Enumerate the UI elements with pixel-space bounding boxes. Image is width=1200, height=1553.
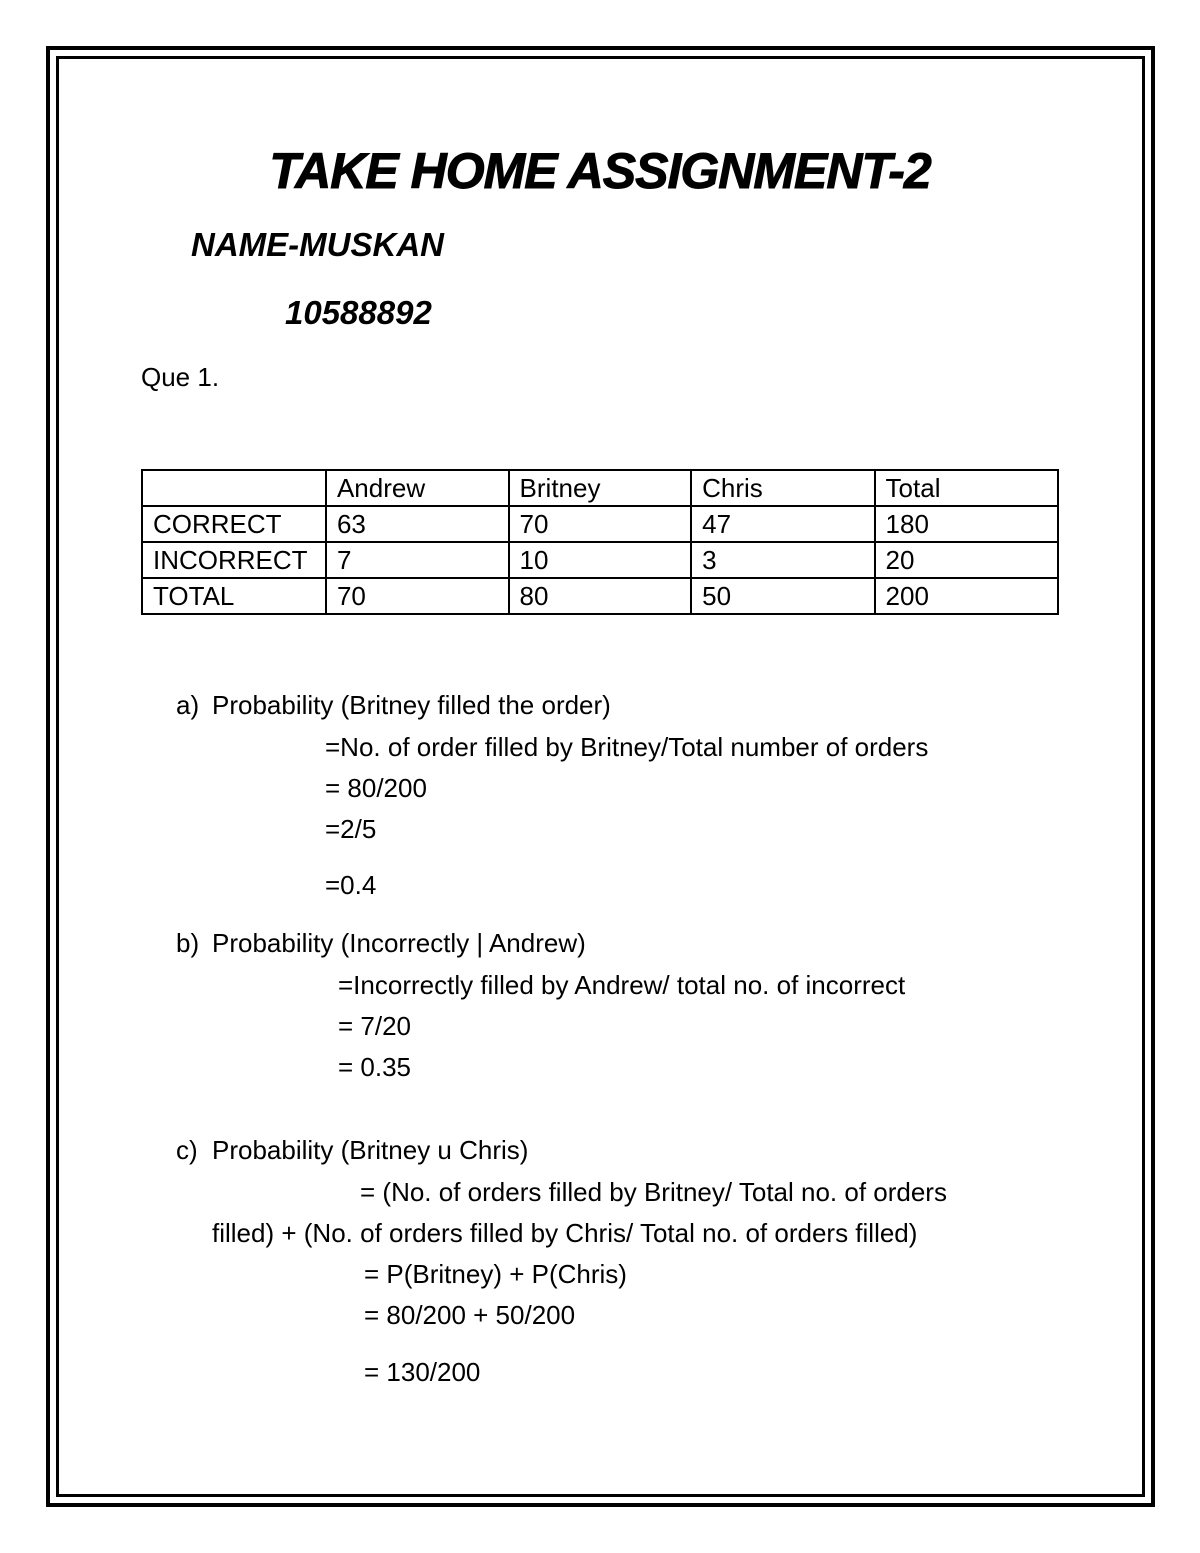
part-b-marker: b): [176, 928, 200, 958]
part-b-step: = 0.35: [338, 1052, 412, 1082]
table-header-cell: Chris: [691, 470, 874, 506]
student-name: NAME-MUSKAN: [191, 226, 444, 263]
table-cell: 80: [509, 578, 692, 614]
table-cell: 50: [691, 578, 874, 614]
part-a-heading: Probability (Britney filled the order): [212, 690, 611, 720]
table-cell: 70: [509, 506, 692, 542]
part-a-step: =No. of order filled by Britney/Total number of orders: [325, 732, 929, 762]
part-c-marker: c): [176, 1135, 198, 1165]
student-id-number: 10588892: [285, 294, 432, 331]
part-c-step: = 130/200: [364, 1357, 481, 1387]
part-b-heading: Probability (Incorrectly | Andrew): [212, 928, 586, 958]
part-c-step: = (No. of orders filled by Britney/ Total no. of orders: [360, 1177, 947, 1207]
table-row: [142, 578, 1058, 614]
part-a-step: =2/5: [325, 814, 377, 844]
part-b-step: =Incorrectly filled by Andrew/ total no. of incorrect: [338, 970, 906, 1000]
part-c-step: filled) + (No. of orders filled by Chris/ Total no. of orders filled): [212, 1218, 918, 1248]
table-cell: CORRECT: [142, 506, 326, 542]
part-a-step: =0.4: [325, 870, 377, 900]
question-label: Que 1.: [141, 362, 220, 392]
table-cell: 200: [875, 578, 1058, 614]
orders-table: [141, 469, 1059, 615]
table-header-row: [142, 470, 1058, 506]
table-header-cell: Total: [875, 470, 1058, 506]
table-cell: 180: [875, 506, 1058, 542]
part-a-marker: a): [176, 690, 200, 720]
table-row: [142, 506, 1058, 542]
table-cell: 20: [875, 542, 1058, 578]
part-c-heading: Probability (Britney u Chris): [212, 1135, 529, 1165]
part-c-step: = P(Britney) + P(Chris): [364, 1259, 627, 1289]
part-a-step: = 80/200: [325, 773, 427, 803]
table-cell: 10: [509, 542, 692, 578]
table-cell: 70: [326, 578, 509, 614]
part-c-step: = 80/200 + 50/200: [364, 1300, 576, 1330]
table-cell: 63: [326, 506, 509, 542]
table-header-cell: Britney: [509, 470, 692, 506]
table-cell: TOTAL: [142, 578, 326, 614]
table-cell: INCORRECT: [142, 542, 326, 578]
document-title: TAKE HOME ASSIGNMENT-2: [269, 143, 931, 199]
table-cell: 47: [691, 506, 874, 542]
part-b-step: = 7/20: [338, 1011, 412, 1041]
table-cell: 7: [326, 542, 509, 578]
table-cell: 3: [691, 542, 874, 578]
table-header-cell: [142, 470, 326, 506]
table-row: [142, 542, 1058, 578]
table-header-cell: Andrew: [326, 470, 509, 506]
